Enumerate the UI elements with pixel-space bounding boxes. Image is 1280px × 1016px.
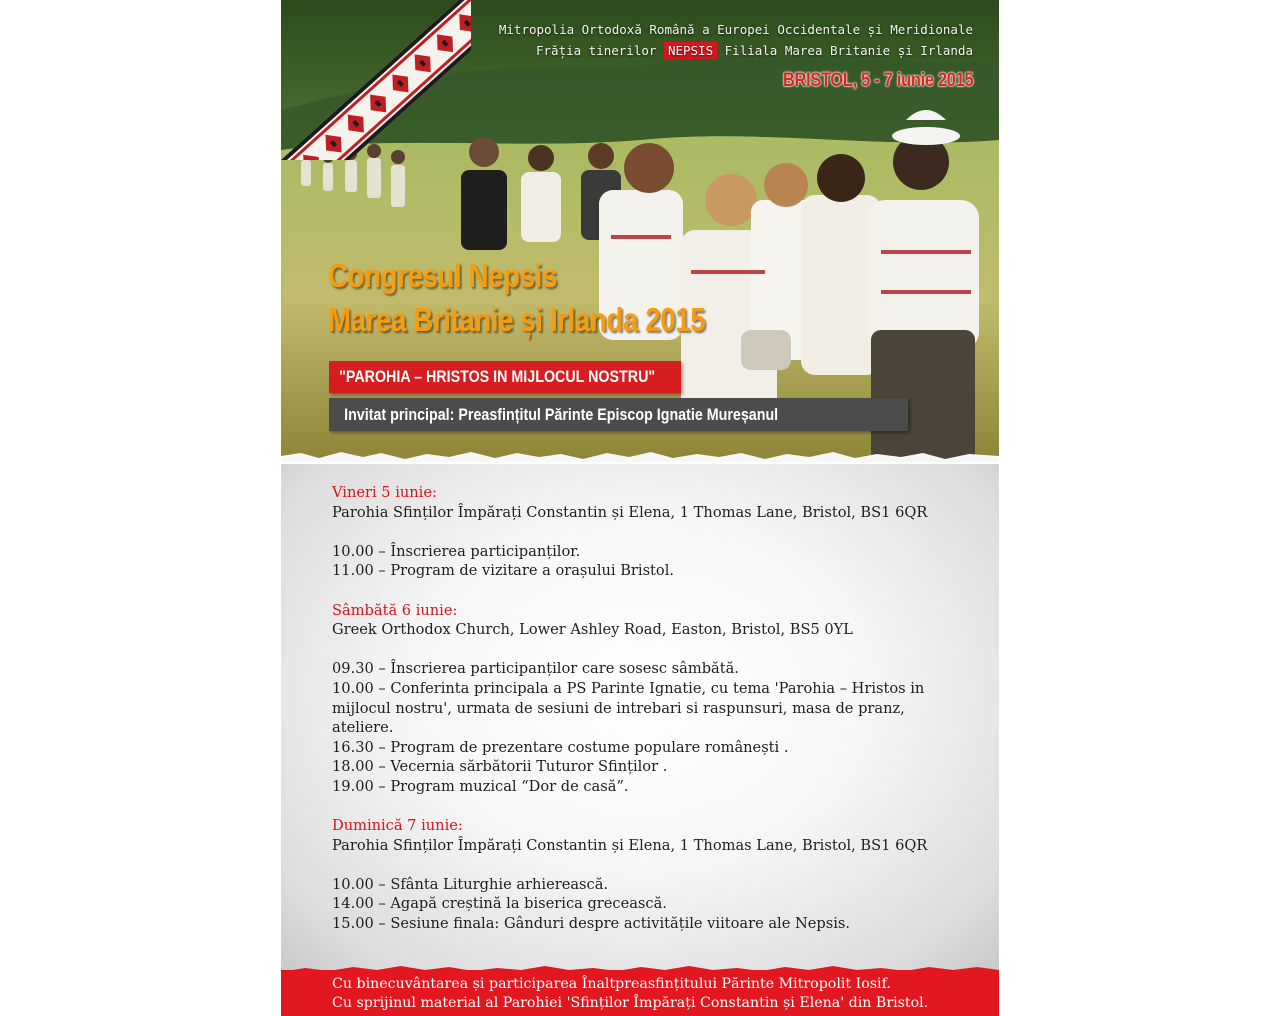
organizer-line-1: Mitropolia Ortodoxă Română a Europei Occidentale și Meridionale: [498, 22, 973, 37]
event-poster: [281, 0, 999, 1016]
hero-section: [281, 0, 999, 462]
schedule-item: 16.30 – Program de prezentare costume populare românești .: [332, 738, 789, 756]
day-location: Parohia Sfinților Împărați Constantin și Elena, 1 Thomas Lane, Bristol, BS1 6QR: [332, 836, 928, 854]
guest-text: Invitat principal: Preasfințitul Părinte Episcop Ignatie Mureșanul: [344, 405, 779, 424]
day-location: Parohia Sfinților Împărați Constantin și Elena, 1 Thomas Lane, Bristol, BS1 6QR: [332, 503, 928, 521]
footer-torn-edge: [281, 964, 999, 972]
footer-banner: [281, 970, 999, 1016]
day-heading: Sâmbătă 6 iunie:: [332, 601, 458, 619]
footer-line-1: Cu binecuvântarea și participarea Înaltpreasfințitului Părinte Mitropolit Iosif.: [332, 976, 891, 992]
program-text: [332, 483, 972, 953]
folk-pattern-ornament: [281, 0, 471, 160]
torn-paper-edge: [281, 444, 999, 462]
footer-line-2: Cu sprijinul material al Parohiei 'Sfinților Împărați Constantin și Elena' din Bristol.: [332, 995, 929, 1011]
schedule-item: 19.00 – Program muzical “Dor de casă”.: [332, 777, 629, 795]
event-title-line-1: Congresul Nepsis: [328, 257, 557, 294]
organizer-line-2: [499, 40, 973, 61]
schedule-item: 10.00 – Sfânta Liturghie arhierească.: [332, 875, 609, 893]
organizer-line-2-suffix: Filiala Marea Britanie și Irlanda: [724, 43, 973, 58]
day-sunday: [332, 816, 972, 934]
schedule-item: 18.00 – Vecernia sărbătorii Tuturor Sfinților .: [332, 758, 668, 776]
schedule-item: 15.00 – Sesiune finala: Gânduri despre activitățile viitoare ale Nepsis.: [332, 915, 851, 933]
day-friday: [332, 483, 972, 581]
schedule-item: 09.30 – Înscrierea participanților care sosesc sâmbătă.: [332, 660, 739, 678]
schedule-item: 10.00 – Înscrierea participanților.: [332, 542, 581, 560]
nepsis-badge: NEPSIS: [664, 42, 717, 59]
organizer-block: [499, 19, 973, 61]
schedule-item: 11.00 – Program de vizitare a orașului Bristol.: [332, 562, 675, 580]
event-title: [328, 254, 705, 342]
day-location: Greek Orthodox Church, Lower Ashley Road, Easton, Bristol, BS5 0YL: [332, 621, 853, 639]
schedule-item: 10.00 – Conferinta principala a PS Parinte Ignatie, cu tema 'Parohia – Hristos in mijlocul nostru', urmata de sesiuni de intrebari si raspunsuri, masa de pranz, ateliere.: [332, 679, 925, 737]
event-title-line-2: Marea Britanie și Irlanda 2015: [328, 301, 706, 338]
schedule-item: 14.00 – Agapă creștină la biserica grecească.: [332, 895, 667, 913]
theme-banner: [329, 361, 681, 393]
event-date: BRISTOL, 5 - 7 iunie 2015: [782, 70, 973, 91]
footer-text: [332, 975, 928, 1013]
program-section: [281, 464, 999, 970]
day-heading: Vineri 5 iunie:: [332, 484, 437, 501]
day-heading: Duminică 7 iunie:: [332, 817, 463, 835]
guest-banner: [329, 398, 908, 431]
organizer-line-2-prefix: Frăția tinerilor: [536, 43, 657, 58]
theme-text: "PAROHIA – HRISTOS IN MIJLOCUL NOSTRU": [339, 367, 656, 386]
day-saturday: [332, 601, 972, 797]
